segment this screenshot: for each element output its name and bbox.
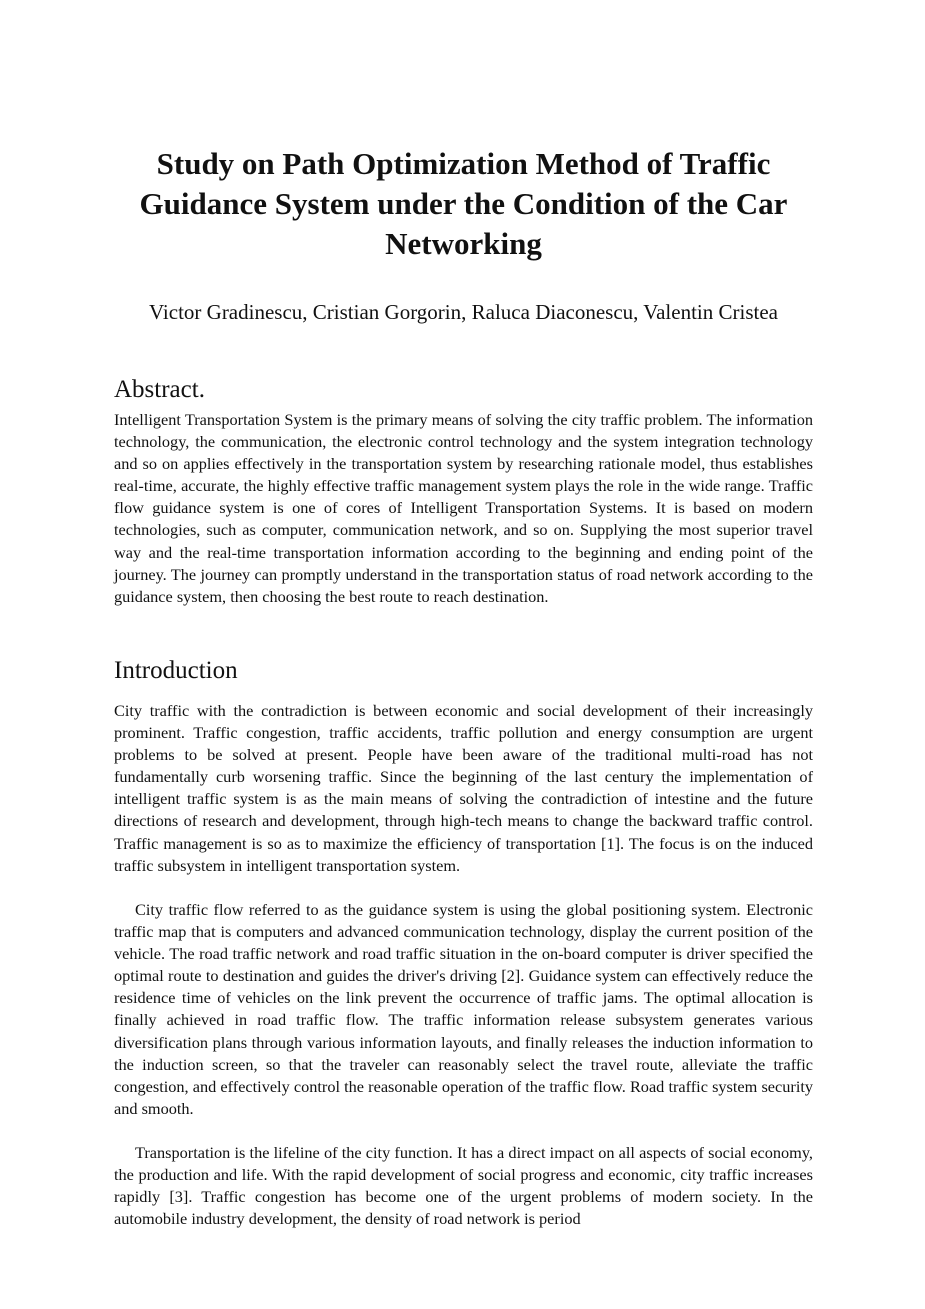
introduction-heading: Introduction [114, 657, 238, 684]
abstract-heading: Abstract. [114, 376, 205, 403]
introduction-paragraph-3: Transportation is the lifeline of the city function. It has a direct impact on all aspects of social economy, the production and life. With the rapid development of social progress and economic, city traffic increases rapidly [3]. Traffic congestion has become one of the urgent problems of modern society. In the automobile industry development, the density of road network is period [114, 1143, 813, 1229]
author-list: Victor Gradinescu, Cristian Gorgorin, Raluca Diaconescu, Valentin Cristea [149, 300, 778, 324]
paper-title: Study on Path Optimization Method of Traffic Guidance System under the Condition of the Car Networking [139, 146, 788, 261]
introduction-paragraph-1: City traffic with the contradiction is between economic and social development of their increasingly prominent. Traffic congestion, traffic accidents, traffic pollution and energy consumption are urgent problems to be solved at present. People have been aware of the traditional multi-road has not fundamentally curb worsening traffic. Since the beginning of the last century the implementation of intelligent traffic system is as the main means of solving the contradiction of intestine and the future directions of research and development, through high-tech means to change the backward traffic control. Traffic management is so as to maximize the efficiency of transportation [1]. The focus is on the induced traffic subsystem in intelligent transportation system. [114, 701, 813, 875]
introduction-paragraph-2: City traffic flow referred to as the guidance system is using the global positioning system. Electronic traffic map that is computers and advanced communication technology, display the current position of the vehicle. The road traffic network and road traffic situation in the on-board computer is driver specified the optimal route to destination and guides the driver's driving [2]. Guidance system can effectively reduce the residence time of vehicles on the link prevent the occurrence of traffic jams. The optimal allocation is finally achieved in road traffic flow. The traffic information release subsystem generates various diversification plans through various information layouts, and finally releases the induction information to the induction screen, so that the traveler can reasonably select the travel route, alleviate the traffic congestion, and effectively control the reasonable operation of the traffic flow. Road traffic system security and smooth. [114, 900, 813, 1118]
abstract-paragraph: Intelligent Transportation System is the primary means of solving the city traffic problem. The information technology, the communication, the electronic control technology and the system integration technology and so on applies effectively in the transportation system by researching rationale model, thus establishes real-time, accurate, the highly effective traffic management system plays the role in the wide range. Traffic flow guidance system is one of cores of Intelligent Transportation Systems. It is based on modern technologies, such as computer, communication network, and so on. Supplying the most superior travel way and the real-time transportation information according to the beginning and ending point of the journey. The journey can promptly understand in the transportation status of road network according to the guidance system, then choosing the best route to reach destination. [114, 410, 813, 606]
